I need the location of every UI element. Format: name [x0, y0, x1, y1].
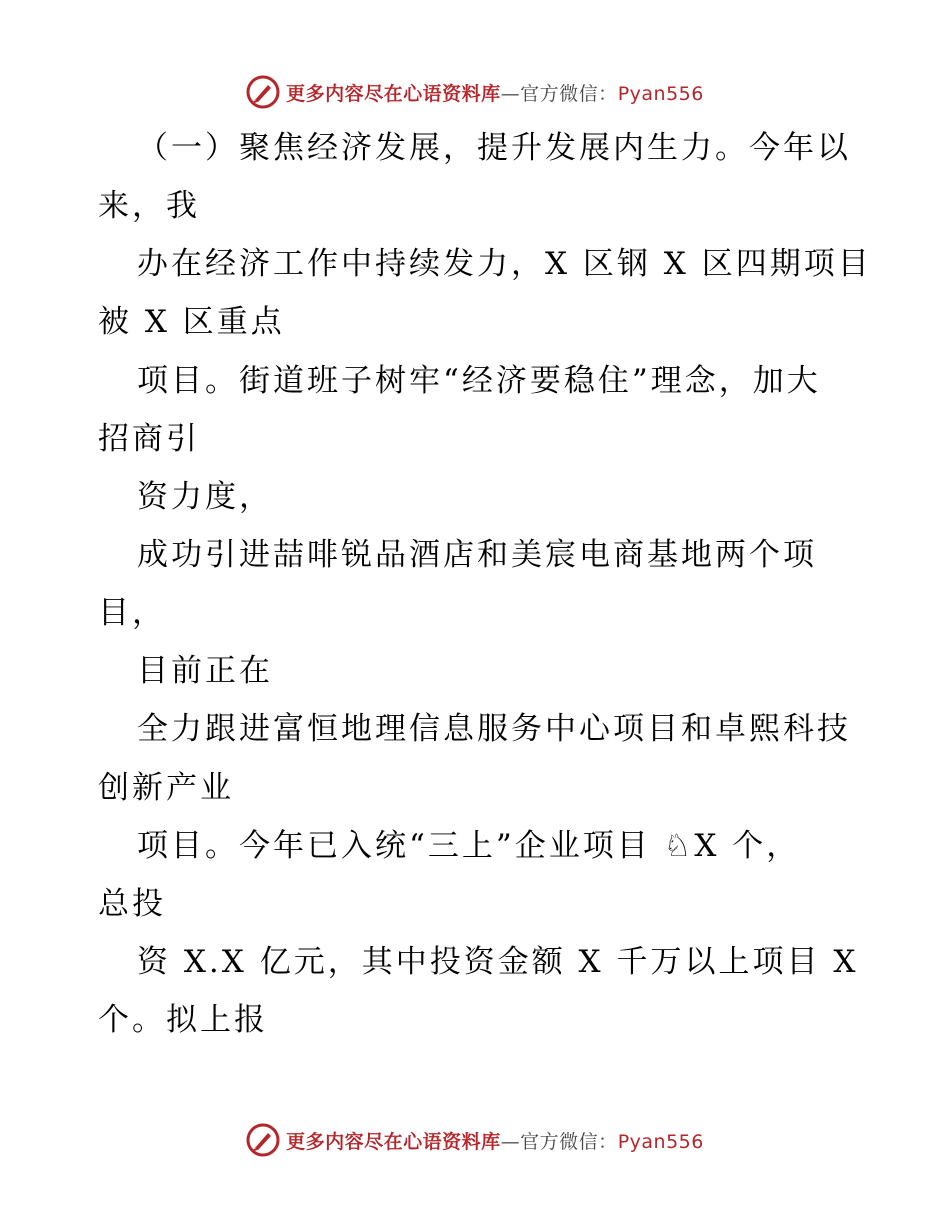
header-watermark	[0, 72, 950, 112]
footer-watermark	[0, 1120, 950, 1160]
text-line: 全力跟进富恒地理信息服务中心项目和卓熙科技	[137, 711, 851, 747]
text-line: 被 X 区重点	[98, 304, 285, 340]
watermark-wechat-label: 官方微信：	[520, 1130, 618, 1153]
text-line: 资力度，	[137, 479, 273, 515]
text-line: 资 X.X 亿元，其中投资金额 X 千万以上项目 X	[137, 944, 859, 980]
watermark-text	[286, 1127, 704, 1154]
feather-pen-logo-icon	[246, 75, 280, 109]
watermark-separator: —	[500, 1130, 521, 1153]
text-line: 办在经济工作中持续发力，X 区钢 X 区四期项目	[137, 246, 872, 282]
watermark-brand: 更多内容尽在心语资料库	[286, 1130, 501, 1153]
text-line: 目前正在	[137, 653, 273, 689]
watermark-wechat-id: Pyan556	[617, 82, 704, 105]
watermark-brand: 更多内容尽在心语资料库	[286, 82, 501, 105]
watermark-wechat-id: Pyan556	[617, 1130, 704, 1153]
watermark-wechat-label: 官方微信：	[520, 82, 618, 105]
watermark-text	[286, 79, 704, 106]
text-line: 招商引	[98, 421, 200, 457]
text-line: 成功引进喆啡锐品酒店和美宸电商基地两个项	[137, 537, 817, 573]
text-line: 来，我	[98, 188, 200, 224]
text-line: 项目。今年已入统“三上”企业项目 ♘X 个，	[137, 828, 801, 864]
text-line: 目，	[98, 595, 166, 631]
feather-pen-logo-icon	[246, 1123, 280, 1157]
text-line: （一）聚焦经济发展，提升发展内生力。今年以	[137, 130, 851, 166]
watermark-separator: —	[500, 82, 521, 105]
text-line: 创新产业	[98, 770, 234, 806]
text-line: 项目。街道班子树牢“经济要稳住”理念，加大	[137, 363, 821, 399]
text-line: 个。拟上报	[98, 1002, 268, 1038]
text-line: 总投	[98, 886, 166, 922]
